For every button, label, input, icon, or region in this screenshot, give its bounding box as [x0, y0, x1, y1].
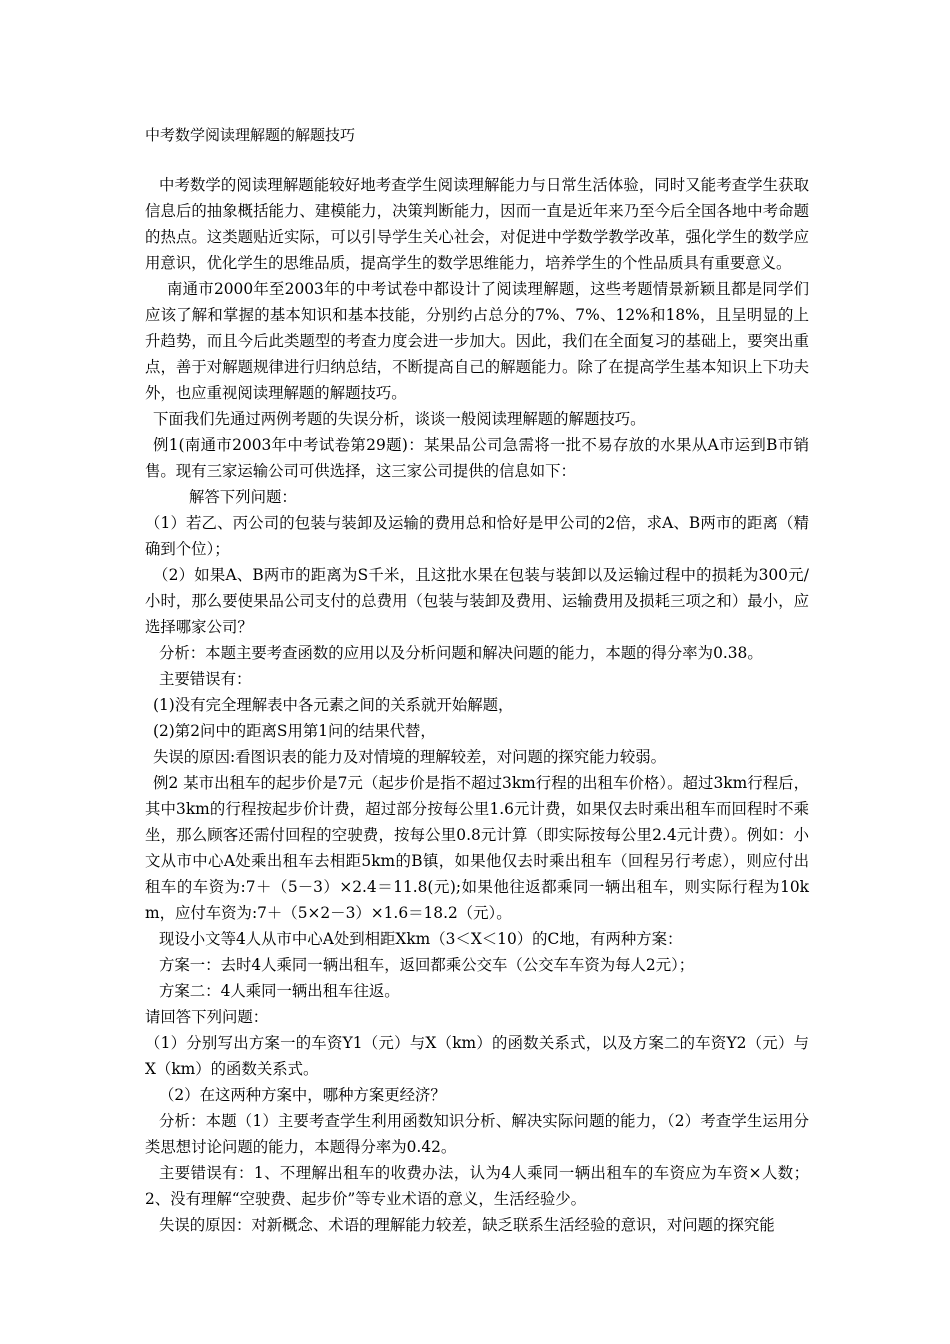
paragraph-errors-2: 主要错误有：1、不理解出租车的收费办法，认为4人乘同一辆出租车的车资应为车资×人数；2、没有理解“空驶费、起步价”等专业术语的意义，生活经验少。 [145, 1164, 809, 1208]
paragraph-question-2: （2）如果A、B两市的距离为S千米，且这批水果在包装与装卸以及运输过程中的损耗为300元/小时，那么要使果品公司支付的总费用（包装与装卸及费用、运输费用及损耗三项之和）最小，应选择哪家公司？ [145, 566, 809, 636]
paragraph-answer-prompt-2: 请回答下列问题： [145, 1008, 269, 1026]
document-title: 中考数学阅读理解题的解题技巧 [145, 126, 356, 144]
paragraph-scenario: 现设小文等4人从市中心A处到相距Xkm（3＜X＜10）的C地，有两种方案： [159, 930, 683, 948]
paragraph-question-4: （2）在这两种方案中，哪种方案更经济？ [159, 1086, 446, 1104]
paragraph-plan-1: 方案一：去时4人乘同一辆出租车，返回都乘公交车（公交车车资为每人2元）； [159, 956, 695, 974]
paragraph-intro: 中考数学的阅读理解题能较好地考查学生阅读理解能力与日常生活体验，同时又能考查学生获取信息后的抽象概括能力、建模能力，决策判断能力，因而一直是近年来乃至今后全国各地中考命题的热点。这类题贴近实际，可以引导学生关心社会，对促进中学数学教学改革，强化学生的数学应用意识，优化学生的思维品质，提高学生的数学思维能力，培养学生的个性品质具有重要意义。 [145, 176, 809, 272]
paragraph-answer-prompt: 解答下列问题： [189, 488, 297, 506]
document-body [145, 172, 809, 1238]
paragraph-nantong: 南通市2000年至2003年的中考试卷中都设计了阅读理解题，这些考题情景新颖且都是同学们应该了解和掌握的基本知识和基本技能，分别约占总分的7%、7%、12%和18%，且呈明显的上升趋势，而且今后此类题型的考查力度会进一步加大。因此，我们在全面复习的基础上，要突出重点，善于对解题规律进行归纳总结，不断提高自己的解题能力。除了在提高学生基本知识上下功夫外，也应重视阅读理解题的解题技巧。 [145, 280, 809, 402]
paragraph-analysis-1: 分析：本题主要考查函数的应用以及分析问题和解决问题的能力，本题的得分率为0.38。 [159, 644, 763, 662]
paragraph-transition: 下面我们先通过两例考题的失误分析，谈谈一般阅读理解题的解题技巧。 [153, 410, 646, 428]
paragraph-example-2: 例2 某市出租车的起步价是7元（起步价是指不超过3km行程的出租车价格）。超过3km行程后，其中3km的行程按起步价计费，超过部分按每公里1.6元计费，如果仅去时乘出租车而回程时不乘坐，那么顾客还需付回程的空驶费，按每公里0.8元计算（即实际按每公里2.4元计费）。例如：小文从市中心A处乘出租车去相距5km的B镇，如果他仅去时乘出租车（回程另行考虑），则应付出租车的车资为:7＋（5－3）×2.4＝11.8(元);如果他往返都乘同一辆出租车，则实际行程为10km，应付车资为:7＋（5×2－3）×1.6＝18.2（元）。 [145, 774, 809, 922]
paragraph-analysis-2: 分析：本题（1）主要考查学生利用函数知识分析、解决实际问题的能力，（2）考查学生运用分类思想讨论问题的能力，本题得分率为0.42。 [145, 1112, 809, 1156]
paragraph-question-1: （1）若乙、丙公司的包装与装卸及运输的费用总和恰好是甲公司的2倍，求A、B两市的距离（精确到个位）； [145, 514, 809, 558]
paragraph-cause-1: 失误的原因:看图识表的能力及对情境的理解较差，对问题的探究能力较弱。 [153, 748, 667, 766]
paragraph-plan-2: 方案二：4人乘同一辆出租车往返。 [159, 982, 400, 1000]
paragraph-error-item-1: (1)没有完全理解表中各元素之间的关系就开始解题， [153, 696, 514, 714]
paragraph-error-item-2: (2)第2问中的距离S用第1问的结果代替， [153, 722, 436, 740]
paragraph-errors-heading-1: 主要错误有： [159, 670, 252, 688]
paragraph-example-1: 例1(南通市2003年中考试卷第29题)：某果品公司急需将一批不易存放的水果从A市运到B市销售。现有三家运输公司可供选择，这三家公司提供的信息如下： [145, 436, 809, 480]
paragraph-question-3: （1）分别写出方案一的车资Y1（元）与X（km）的函数关系式，以及方案二的车资Y2（元）与X（km）的函数关系式。 [145, 1034, 809, 1078]
paragraph-cause-2: 失误的原因：对新概念、术语的理解能力较差，缺乏联系生活经验的意识，对问题的探究能 [159, 1216, 775, 1234]
